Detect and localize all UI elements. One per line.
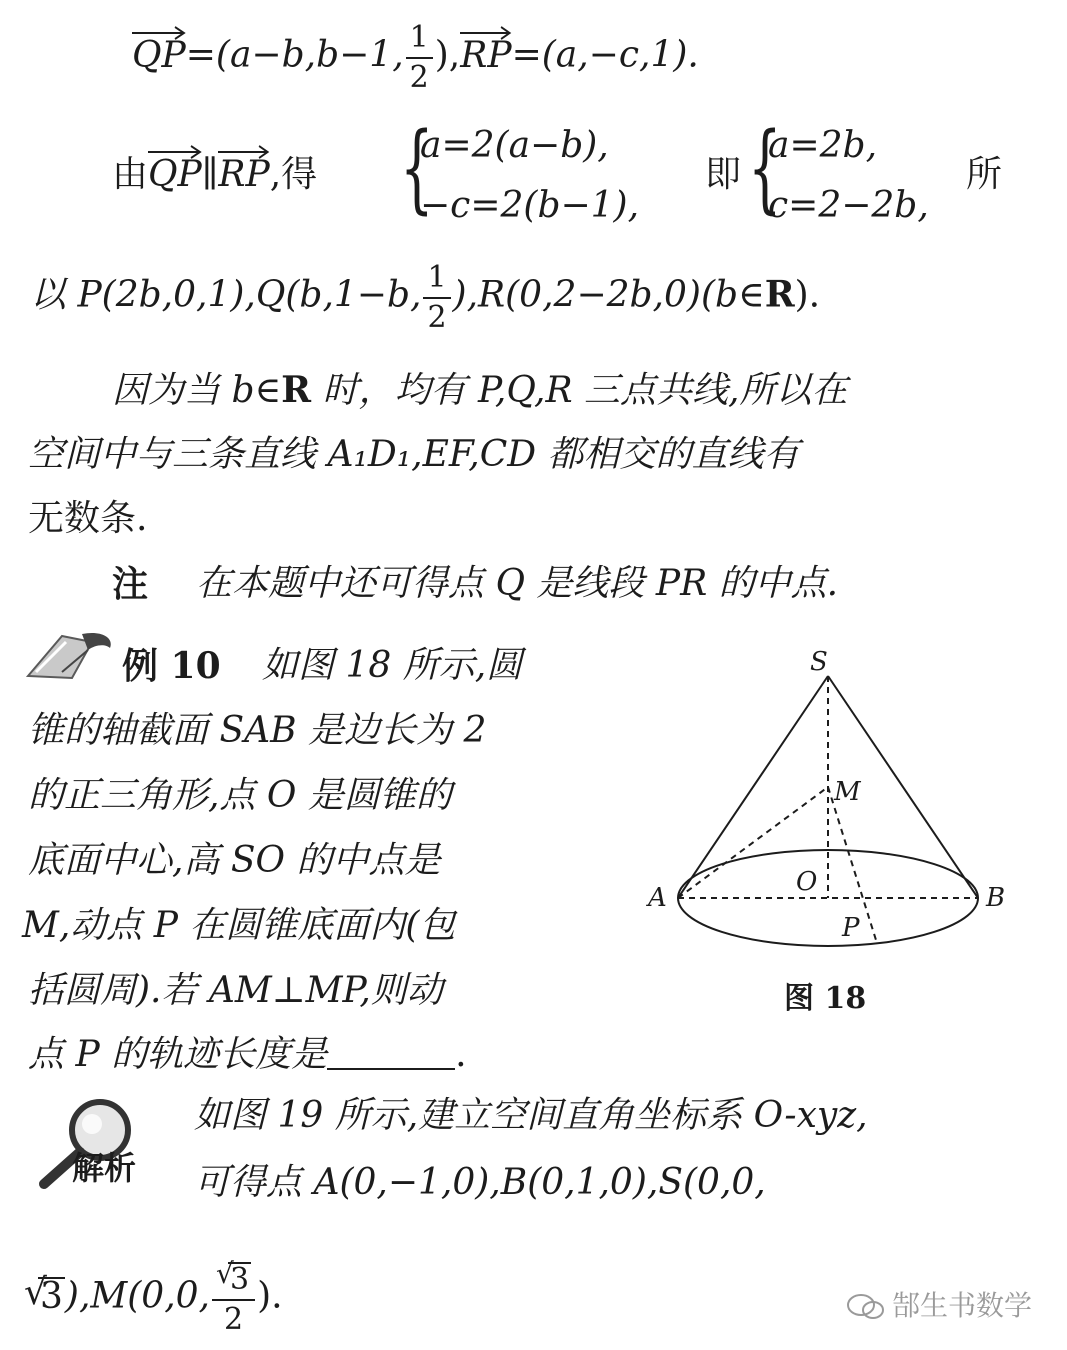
edge-SA (678, 676, 828, 898)
example-quill-icon (22, 628, 118, 688)
equation-line-1 (132, 22, 699, 93)
system2-row1: a=2b, (768, 125, 878, 166)
cone-figure (640, 640, 1040, 960)
paragraph-line-2: 空间中与三条直线 A₁D₁,EF,CD 都相交的直线有 (28, 434, 800, 475)
equation-line-2: 由 QP∥ RP,得 (112, 157, 317, 193)
example-line-7: 点 P 的轨迹长度是 . (28, 1034, 467, 1075)
solution-line-1: 如图 19 所示,建立空间直角坐标系 O-xyz, (194, 1095, 868, 1136)
label-P: P (842, 913, 860, 943)
brace-2: { (748, 112, 782, 224)
ji-text: 即 (705, 154, 742, 195)
label-M: M (834, 777, 861, 807)
answer-blank (327, 1068, 455, 1070)
system2-row2: c=2−2b, (768, 185, 929, 226)
example-label: 例 10 (122, 645, 221, 687)
note-label: 注 (112, 563, 149, 605)
example-line-5: M,动点 P 在圆锥底面内(包 (22, 905, 456, 946)
text: =(a−b,b−1, (185, 34, 404, 76)
fraction: $\frac{1}{2}$ (406, 22, 433, 93)
suo-text: 所 (966, 154, 1003, 195)
fraction-sqrt3-over-2: √ 3 2 (212, 1262, 255, 1335)
example-line-2: 锥的轴截面 SAB 是边长为 2 (28, 710, 487, 751)
label-B: B (986, 883, 1006, 913)
vector-qp-2: QP (148, 157, 202, 193)
label-A: A (648, 883, 667, 913)
solution-line-2: 可得点 A(0,−1,0),B(0,1,0),S(0,0, (194, 1162, 766, 1203)
solution-label: 解析 (72, 1149, 137, 1187)
watermark: 郜生书数学 (846, 1284, 1032, 1324)
system1-row2: −c=2(b−1), (420, 185, 640, 226)
example-line-4: 底面中心,高 SO 的中点是 (28, 840, 441, 881)
paragraph-line-1: 因为当 b∈R 时，均有 P,Q,R 三点共线,所以在 (112, 369, 848, 411)
label-O: O (796, 867, 818, 897)
figure-caption: 图 18 (784, 981, 867, 1016)
fraction: $\frac{1}{2}$ (423, 262, 450, 333)
label-S: S (810, 647, 828, 677)
wechat-icon (846, 1292, 886, 1322)
equation-line-3: 以 P(2b,0,1),Q(b,1−b, $\frac{1}{2}$ ),R(0,2−2b,0)(b∈R). (30, 260, 821, 335)
solution-line-3: √ 3),M(0,0, √ 3 2 ). (24, 1257, 283, 1337)
example-line-6: 括圆周).若 AM⊥MP,则动 (28, 970, 443, 1011)
brace-1: { (400, 112, 434, 224)
vector-qp: QP (132, 38, 186, 74)
text: ), (434, 34, 461, 76)
text: =(a,−c,1). (511, 34, 699, 76)
paragraph-line-3: 无数条. (28, 498, 148, 539)
example-line-3: 的正三角形,点 O 是圆锥的 (28, 775, 452, 816)
sqrt-3: √ 3 (24, 1271, 63, 1317)
note-text: 在本题中还可得点 Q 是线段 PR 的中点. (196, 563, 839, 604)
example-line-1: 如图 18 所示,圆 (262, 645, 523, 686)
system1-row1: a=2(a−b), (420, 125, 609, 166)
vector-rp: RP (460, 38, 511, 74)
vector-rp-2: RP (218, 157, 269, 193)
